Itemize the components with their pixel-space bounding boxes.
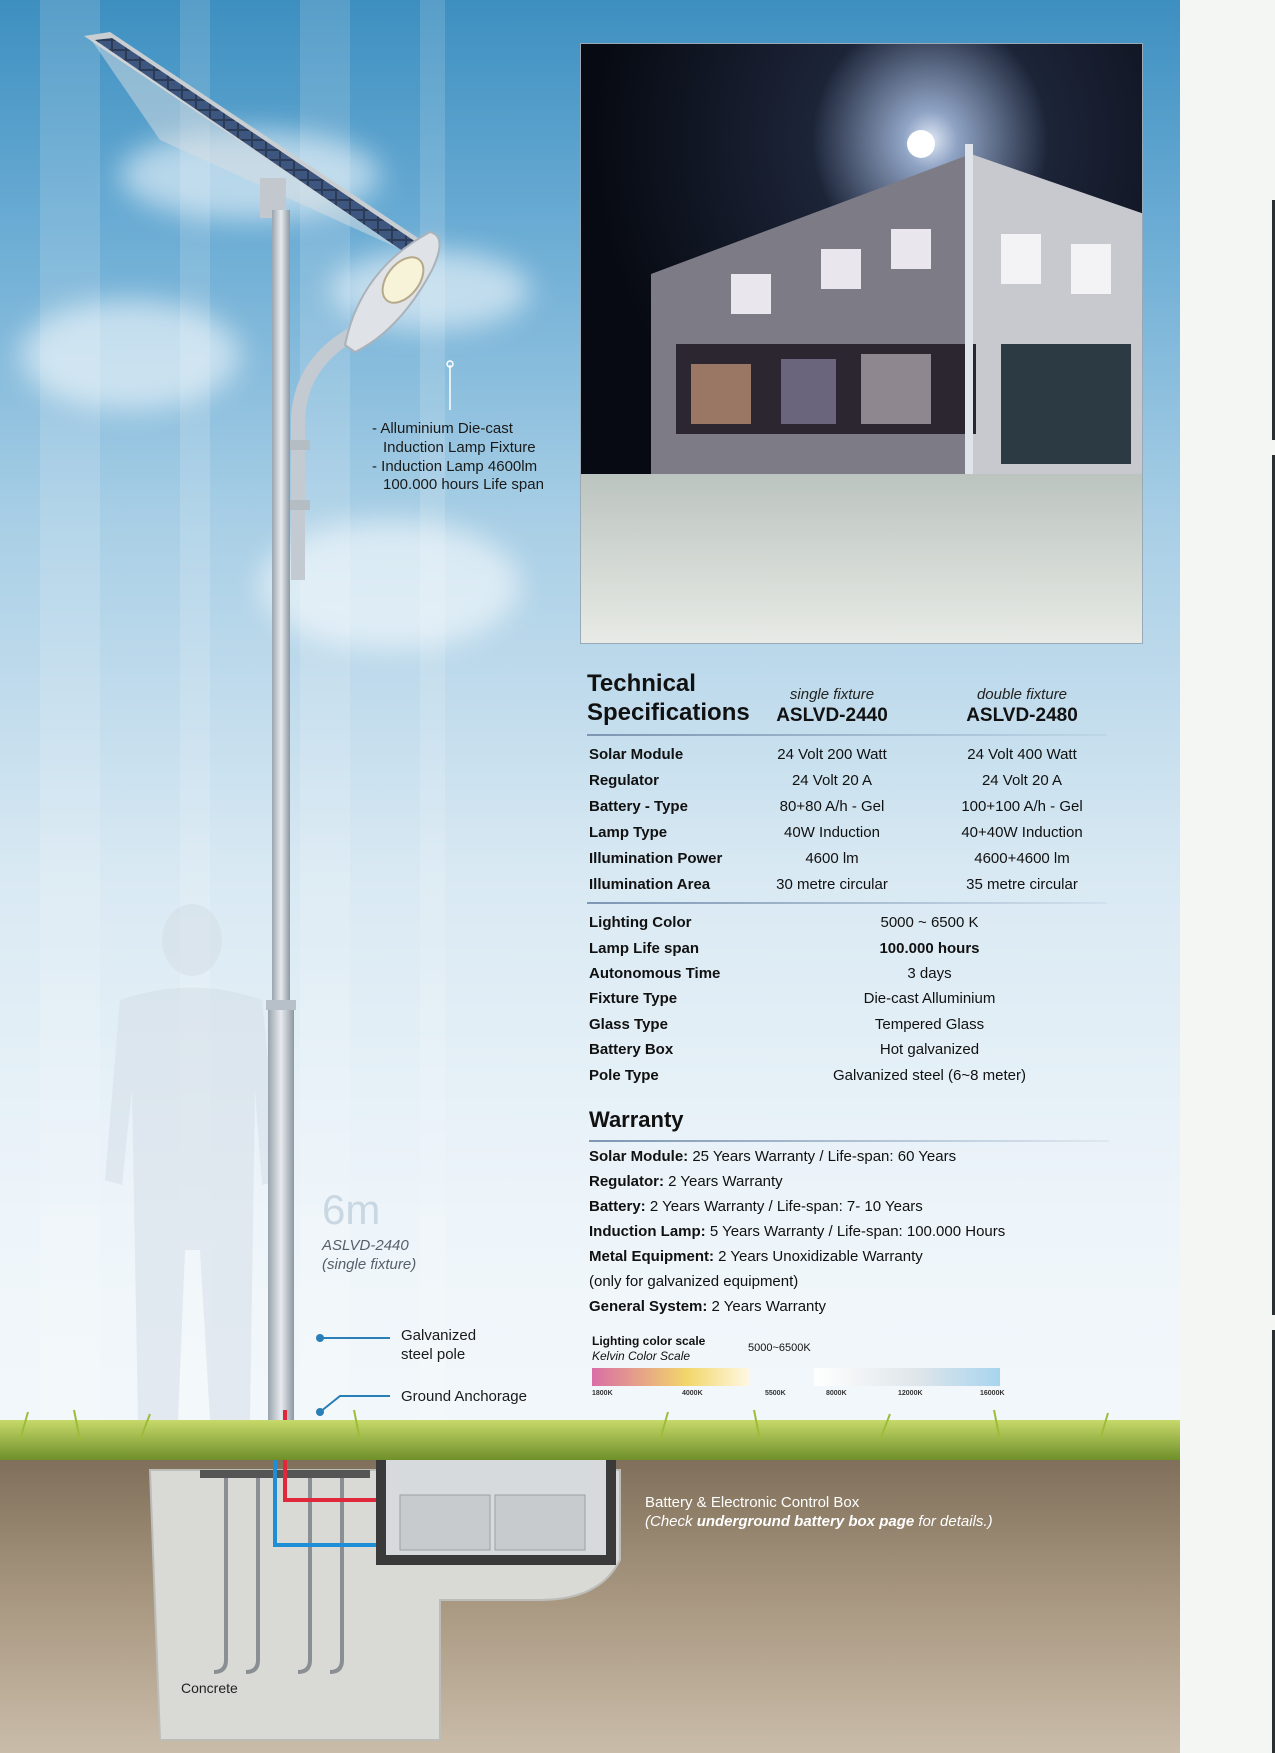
spec-row <box>587 824 1107 850</box>
double-fixture-header <box>937 686 1107 727</box>
pole-height: 6m <box>322 1186 381 1233</box>
spec-label: Illumination Power <box>589 850 723 867</box>
warranty-line <box>589 1173 1109 1198</box>
spec-double: 35 metre circular <box>966 876 1078 893</box>
warranty-line <box>589 1148 1109 1173</box>
spec-value: 5000 ~ 6500 K <box>880 914 979 931</box>
callout-line: - Alluminium Die-cast <box>372 420 513 437</box>
battery-box-label <box>645 1494 993 1532</box>
pole-fixture: (single fixture) <box>322 1255 417 1273</box>
spec-label: Battery - Type <box>589 798 688 815</box>
divider <box>589 1140 1109 1142</box>
spec-single: 4600 lm <box>805 850 859 867</box>
fixture-callout <box>372 420 544 495</box>
spec-common-row <box>587 1067 1107 1093</box>
spec-value: Die-cast Alluminium <box>863 990 996 1007</box>
spec-value: Hot galvanized <box>879 1041 980 1058</box>
spec-row <box>587 798 1107 824</box>
scale-tick: 4000K <box>682 1390 703 1397</box>
single-fixture-header <box>752 686 912 727</box>
kelvin-color-scale <box>590 1334 1020 1404</box>
col-subtitle: single fixture <box>789 686 875 703</box>
spec-label: Glass Type <box>589 1016 668 1033</box>
spec-double: 24 Volt 400 Watt <box>967 746 1077 763</box>
spec-single: 30 metre circular <box>776 876 888 893</box>
warranty-key: Solar Module: <box>589 1148 689 1165</box>
divider <box>587 902 1107 904</box>
warranty-line <box>589 1273 1109 1298</box>
warranty-value: 5 Years Warranty / Life-span: 100.000 Hours <box>705 1223 1006 1240</box>
spec-label: Pole Type <box>589 1067 659 1084</box>
scale-tick: 16000K <box>980 1390 1005 1397</box>
callout-line: steel pole <box>401 1345 466 1363</box>
warranty-line <box>589 1198 1109 1223</box>
spec-row <box>587 876 1107 902</box>
warranty-line <box>589 1248 1109 1273</box>
spec-value: Tempered Glass <box>874 1016 985 1033</box>
divider <box>587 734 1107 736</box>
spec-label: Fixture Type <box>589 990 678 1007</box>
callout-line: 100.000 hours Life span <box>383 476 544 494</box>
spec-common-row <box>587 965 1107 991</box>
grass <box>0 1420 1180 1460</box>
spec-common-row <box>587 1041 1107 1067</box>
upper-pole <box>272 210 290 1030</box>
spec-double: 4600+4600 lm <box>974 850 1070 867</box>
note-text: for details.) <box>914 1512 993 1530</box>
pole-model-label <box>322 1237 416 1275</box>
scale-tick: 8000K <box>826 1390 847 1397</box>
scale-bar-cool <box>814 1368 1000 1386</box>
spec-label: Solar Module <box>589 746 684 763</box>
warranty-key: Battery: <box>589 1198 646 1215</box>
scale-tick: 5500K <box>765 1390 786 1397</box>
scale-tick: 1800K <box>592 1390 613 1397</box>
note-text: (Check <box>645 1512 697 1530</box>
warranty-key: Metal Equipment: <box>589 1248 715 1265</box>
warranty-list <box>589 1148 1109 1323</box>
spec-label: Battery Box <box>589 1041 674 1058</box>
spec-common-row <box>587 914 1107 940</box>
scale-range: 5000~6500K <box>748 1342 811 1354</box>
spec-label: Autonomous Time <box>589 965 721 982</box>
spec-single: 24 Volt 200 Watt <box>777 746 887 763</box>
warranty-key: Induction Lamp: <box>589 1223 706 1240</box>
solar-panel <box>95 38 425 252</box>
spec-value: Galvanized steel (6~8 meter) <box>832 1067 1026 1084</box>
spec-double: 40+40W Induction <box>961 824 1083 841</box>
col-subtitle: double fixture <box>976 686 1068 703</box>
person-silhouette <box>105 904 280 1420</box>
spec-value: 100.000 hours <box>879 940 980 957</box>
warranty-value: 25 Years Warranty / Life-span: 60 Years <box>688 1148 957 1165</box>
lower-pole <box>268 1000 294 1440</box>
scale-tick: 12000K <box>898 1390 923 1397</box>
spec-row <box>587 746 1107 772</box>
spec-title-line: Technical <box>587 670 696 697</box>
callout-line: Induction Lamp Fixture <box>383 438 536 456</box>
spec-row <box>587 850 1107 876</box>
warranty-value: 2 Years Unoxidizable Warranty <box>714 1248 923 1265</box>
spec-common-row <box>587 1016 1107 1042</box>
spec-single: 24 Volt 20 A <box>791 772 873 789</box>
spec-label: Regulator <box>589 772 660 789</box>
spec-double: 100+100 A/h - Gel <box>961 798 1083 815</box>
note-bold: underground battery box page <box>696 1512 915 1530</box>
warranty-title: Warranty <box>589 1107 684 1132</box>
warranty-value: 2 Years Warranty <box>707 1298 827 1315</box>
spec-label: Lamp Type <box>589 824 668 841</box>
scale-subtitle: Kelvin Color Scale <box>592 1349 691 1363</box>
callout-line: - Induction Lamp 4600lm <box>372 457 538 475</box>
warranty-line <box>589 1298 1109 1323</box>
spec-label: Lamp Life span <box>589 940 700 957</box>
col-model: ASLVD-2480 <box>966 705 1078 726</box>
spec-label: Lighting Color <box>589 914 692 931</box>
warranty-value: 2 Years Warranty <box>664 1173 783 1190</box>
spec-single: 40W Induction <box>784 824 880 841</box>
warranty-line <box>589 1223 1109 1248</box>
spec-value: 3 days <box>907 965 952 982</box>
concrete-label: Concrete <box>181 1680 238 1696</box>
col-model: ASLVD-2440 <box>776 705 888 726</box>
warranty-key: Regulator: <box>589 1173 664 1190</box>
anchorage-callout: Ground Anchorage <box>401 1388 527 1405</box>
spec-common-row <box>587 990 1107 1016</box>
pole-callout <box>401 1327 476 1365</box>
warranty-value: (only for galvanized equipment) <box>589 1273 799 1290</box>
spec-title-line: Specifications <box>587 698 750 726</box>
callout-line: Galvanized <box>401 1327 477 1344</box>
spec-common-row <box>587 940 1107 966</box>
battery-box-note <box>645 1513 993 1532</box>
page-edge <box>1180 0 1275 1753</box>
spec-double: 24 Volt 20 A <box>981 772 1063 789</box>
warranty-value: 2 Years Warranty / Life-span: 7- 10 Years <box>645 1198 923 1215</box>
scale-title: Lighting color scale <box>592 1334 706 1348</box>
scale-bar-warm <box>592 1368 750 1386</box>
warranty-key: General System: <box>589 1298 708 1315</box>
night-street-photo <box>580 43 1143 644</box>
spec-single: 80+80 A/h - Gel <box>779 798 885 815</box>
pole-model: ASLVD-2440 <box>322 1237 409 1254</box>
spec-row <box>587 772 1107 798</box>
spec-label: Illumination Area <box>589 876 711 893</box>
battery-box-line: Battery & Electronic Control Box <box>645 1494 860 1511</box>
spec-title <box>587 670 750 728</box>
